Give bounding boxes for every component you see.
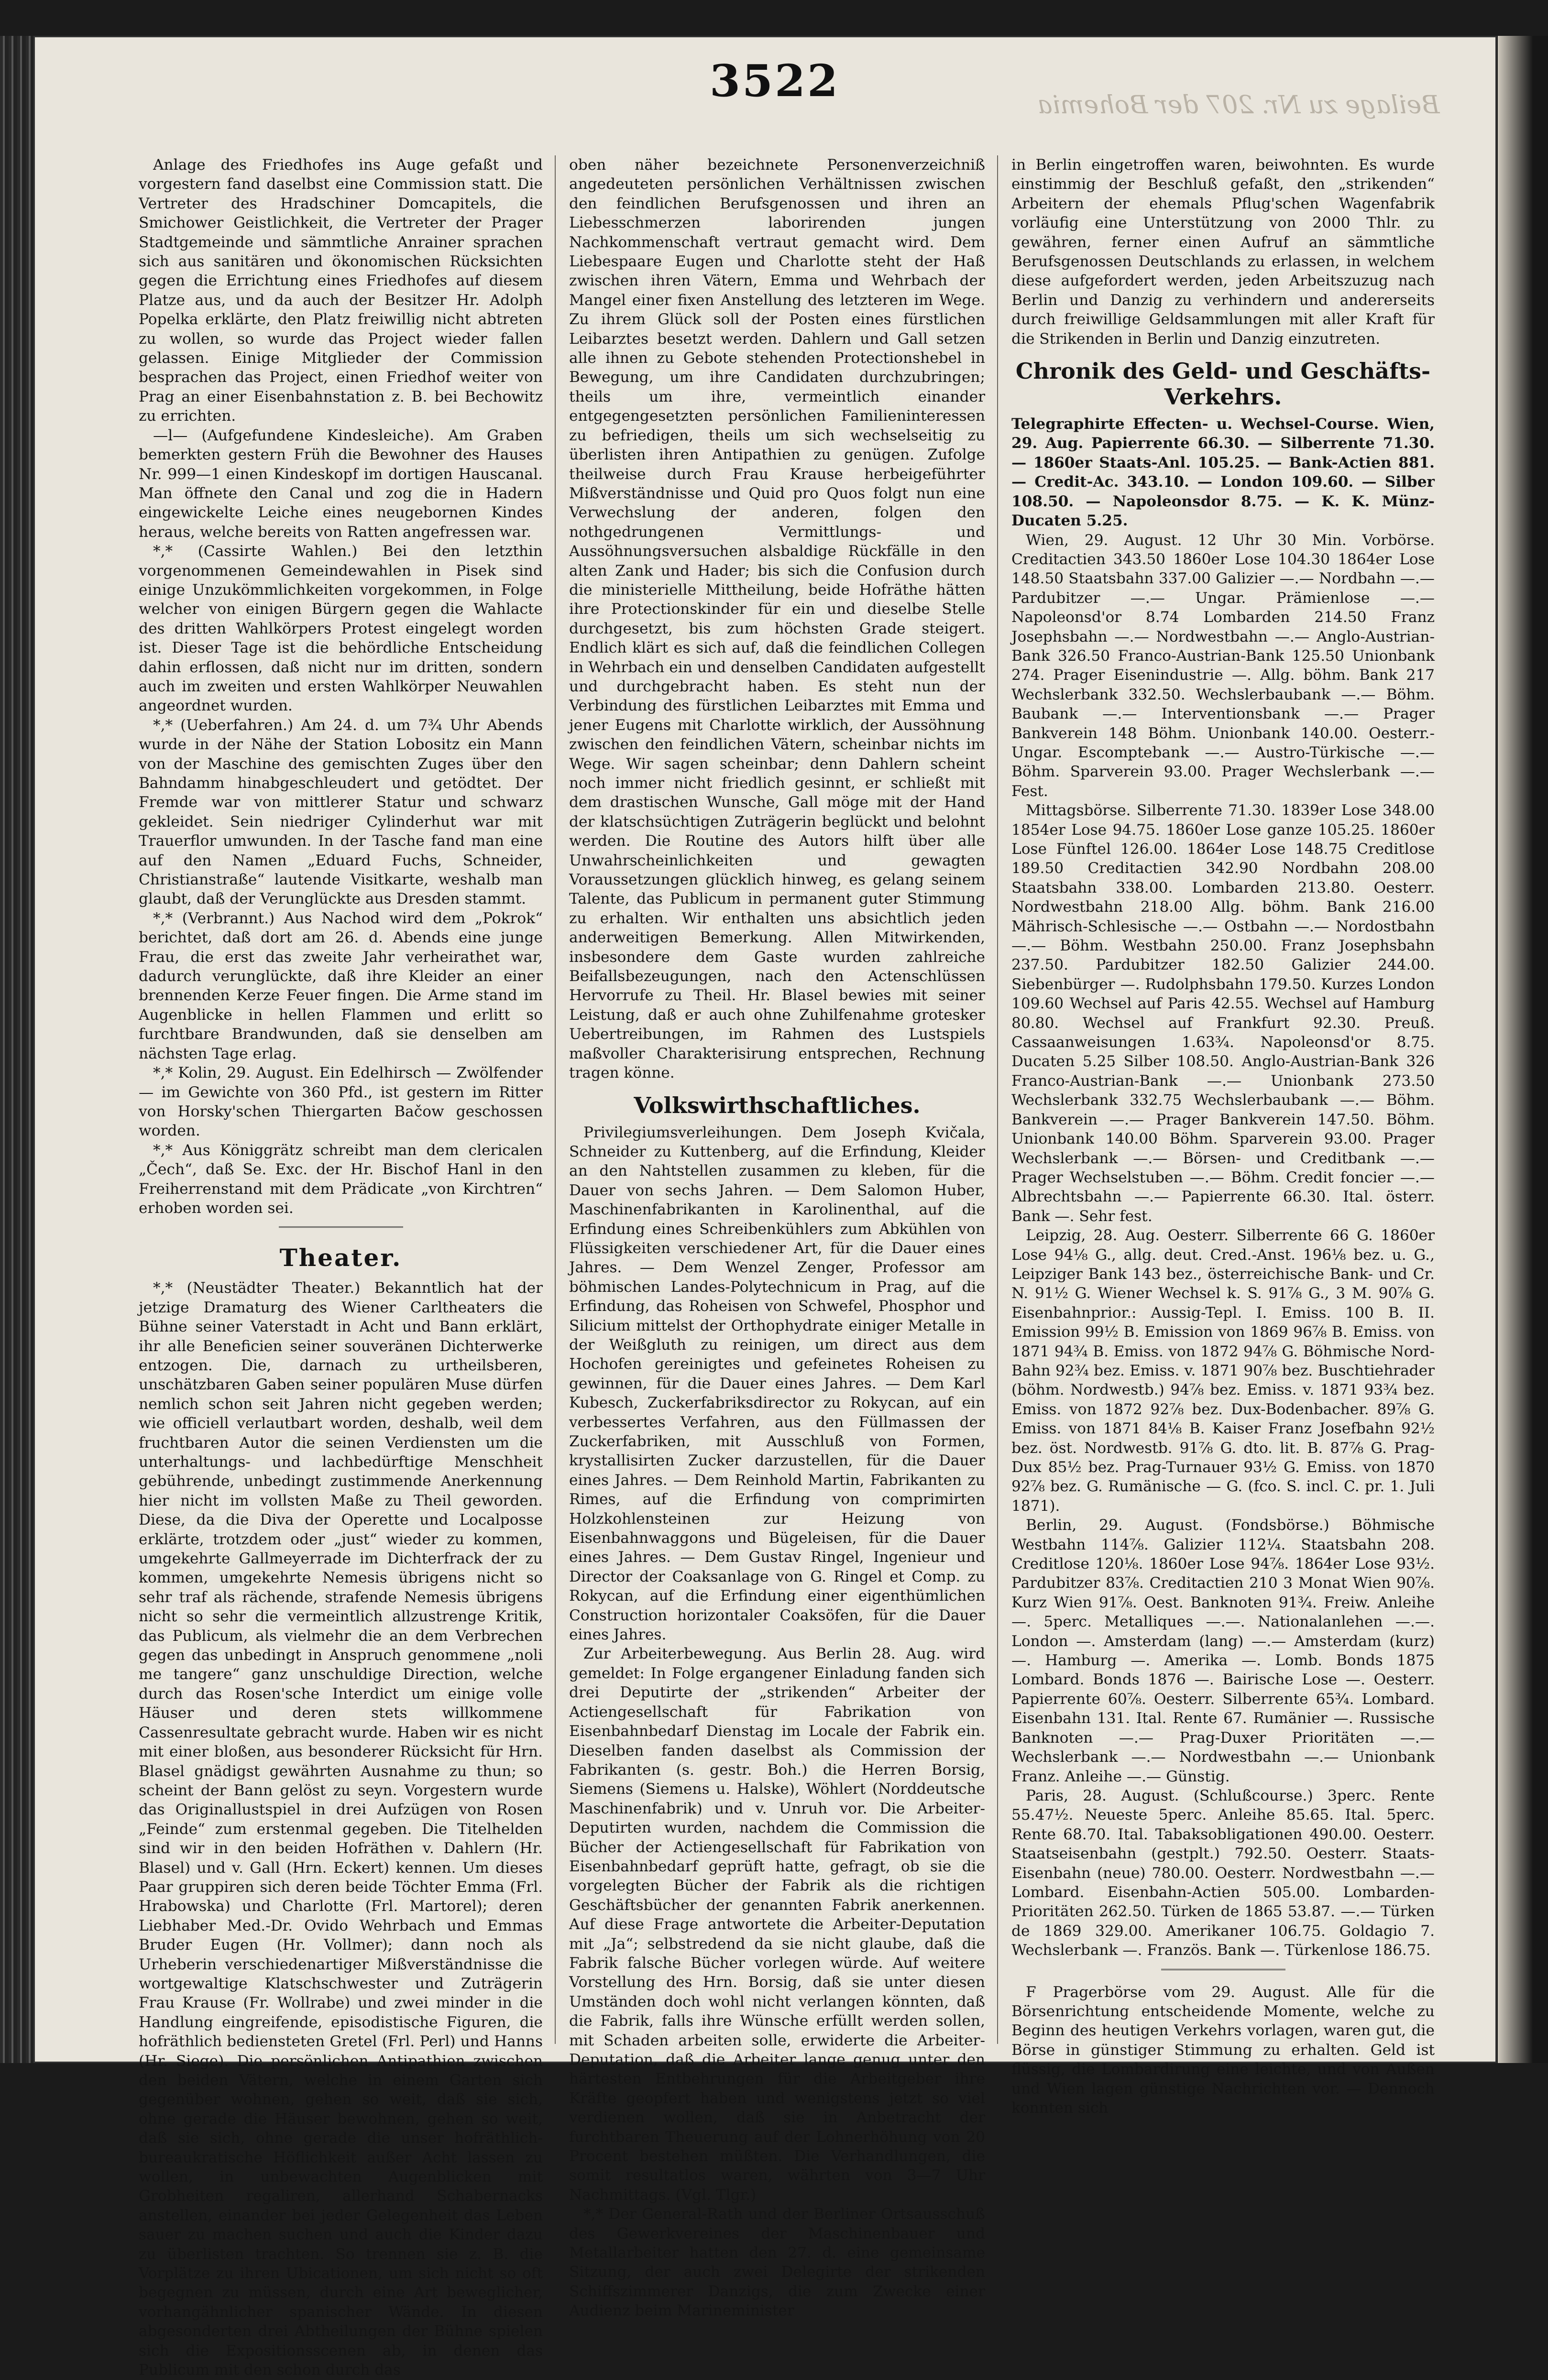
ornament-rule — [279, 1226, 403, 1232]
article-paragraph: *,* (Cassirte Wahlen.) Bei den letzthin vorgenommenen Gemeindewahlen in Pisek sind einige Unzukömmlichkeiten vorgekommen, in Folge welcher von einigen Bürgern gegen die Wahlacte des dritten Wahlkörpers Protest eingelegt worden ist. Dieser Tage ist die behördliche Entscheidung dahin erflossen, daß nicht nur im dritten, sondern auch im zweiten und ersten Wahlkörper Neuwahlen angeordnet wurden. — [139, 543, 543, 715]
article-paragraph: Mittagsbörse. Silberrente 71.30. 1839er Lose 348.00 1854er Lose 94.75. 1860er Lose ganze 105.25. 1860er Lose Fünftel 126.00. 1864er Lose 148.75 Creditlose 189.50 Creditactien 342.90 Nordbahn 208.00 Staatsbahn 338.00. Lombarden 213.80. Oesterr. Nordwestbahn 218.00 Allg. böhm. Bank 216.00 Mährisch-Schlesische —.— Ostbahn —.— Nordostbahn —.— Böhm. Westbahn 250.00. Franz Josephsbahn 237.50. Pardubitzer 182.50 Galizier 244.00. Siebenbürger —. Rudolphsbahn 179.50. Kurzes London 109.60 Wechsel auf Paris 42.55. Wechsel auf Hamburg 80.80. Wechsel auf Frankfurt 92.30. Preuß. Cassaanweisungen 1.63¾. Napoleonsd'or 8.75. Ducaten 5.25 Silber 108.50. Anglo-Austrian-Bank 326 Franco-Austrian-Bank —.— Unionbank 273.50 Wechslerbank 332.75 Wechslerbaubank —.— Böhm. Bankverein —.— Prager Bankverein 147.50. Böhm. Unionbank 140.00 Böhm. Sparverein 93.00. Prager Wechslerbank —.— Börsen- und Creditbank —.— Prager Wechselstuben —.— Böhm. Credit foncier —.— Albrechtsbahn —.— Papierrente 66.30. Ital. österr. Bank —. Sehr fest. — [1011, 802, 1435, 1225]
ornament-rule — [1161, 1969, 1285, 1974]
article-paragraph: *,* Kolin, 29. August. Ein Edelhirsch — Zwölfender — im Gewichte von 360 Pfd., ist gestern im Ritter von Horsky'schen Thiergarten Bačow geschossen worden. — [139, 1064, 543, 1140]
article-paragraph: Paris, 28. August. (Schlußcourse.) 3perc. Rente 55.47½. Neueste 5perc. Anleihe 85.65. Ital. 5perc. Rente 68.70. Ital. Tabaksobligationen 490.00. Oesterr. Staatseisenbahn (gestplt.) 792.50. Oesterr. Staats-Eisenbahn (neue) 780.00. Oesterr. Nordwestbahn —.— Lombard. Eisenbahn-Actien 505.00. Lombarden-Prioritäten 262.50. Türken de 1865 53.87. —.— Türken de 1869 329.00. Amerikaner 106.75. Goldagio 7. Wechslerbank —. Französ. Bank —. Türkenlose 186.75. — [1011, 1787, 1435, 1959]
article-paragraph: F Pragerbörse vom 29. August. Alle für die Börsenrichtung entscheidende Momente, welche zu Beginn des heutigen Verkehrs vorlagen, waren gut, die Börse in günstiger Stimmung zu erhalten. Geld ist flüssig, die Lombardirung eine leichte, und von Außen und Wien lagen günstige Nachrichten vor. — Dennoch konnten sich — [1011, 1983, 1435, 2117]
article-paragraph: Anlage des Friedhofes ins Auge gefaßt und vorgestern fand daselbst eine Commission statt. Die Vertreter des Hradschiner Domcapitels, die Smichower Geistlichkeit, die Vertreter der Prager Stadtgemeinde und sämmtliche Anrainer sprachen sich aus sanitären und ökonomischen Rücksichten gegen die Errichtung eines Friedhofes auf diesem Platze aus, und da auch der Besitzer Hr. Adolph Popelka erklärte, den Platz freiwillig nicht abtreten zu wollen, so wurde das Project wieder fallen gelassen. Einige Mitglieder der Commission besprachen das Project, einen Friedhof weiter von Prag an einer Eisenbahnstation z. B. bei Bechowitz zu errichten. — [139, 156, 543, 425]
article-paragraph: in Berlin eingetroffen waren, beiwohnten. Es wurde einstimmig der Beschluß gefaßt, den „strikenden“ Arbeitern der ehemals Pflug'schen Wagenfabrik vorläufig eine Unterstützung von 2000 Thlr. zu gewähren, ferner einen Aufruf an sämmtliche Berufsgenossen Deutschlands zu erlassen, in welchem diese aufgefordert werden, jeden Arbeitszuzug nach Berlin und Danzig zu verhindern und andererseits durch freiwillige Geldsammlungen mit aller Kraft für die Strikenden in Berlin und Danzig einzutreten. — [1011, 156, 1435, 348]
page-number: 3522 — [709, 55, 840, 107]
article-paragraph: Leipzig, 28. Aug. Oesterr. Silberrente 66 G. 1860er Lose 94⅛ G., allg. deut. Cred.-Anst. 196⅛ bez. u. G., Leipziger Bank 143 bez., österreichische Bank- und Cr. N. 91½ G. Wiener Wechsel k. S. 91⅞ G., 3 M. 90⅞ G. Eisenbahnprior.: Aussig-Tepl. I. Emiss. 100 B. II. Emission 99½ B. Emission von 1869 96⅞ B. Emiss. von 1871 94¾ B. Emiss. von 1872 94⅞ G. Böhmische Nord-Bahn 92¾ bez. Emiss. v. 1871 90⅞ bez. Buschtiehrader (böhm. Nordwestb.) 94⅞ bez. Emiss. v. 1871 93¾ bez. Emiss. von 1872 92⅞ bez. Dux-Bodenbacher. 89⅞ G. Emiss. von 1871 84⅛ B. Kaiser Franz Josefbahn 92½ bez. öst. Nordwestb. 91⅞ G. dto. lit. B. 87⅞ G. Prag-Dux 85½ bez. Prag-Turnauer 93½ G. Emiss. von 1870 92⅞ bez. G. Rumänische — G. (fco. S. incl. C. pr. 1. Juli 1871). — [1011, 1227, 1435, 1515]
article-paragraph: Privilegiumsverleihungen. Dem Joseph Kvičala, Schneider zu Kuttenberg, auf die Erfindung, Kleider an den Nahtstellen zusammen zu kleben, für die Dauer von sechs Jahren. — Dem Salomon Huber, Maschinenfabrikanten in Karolinenthal, auf die Erfindung eines Schreibenkühlers zum Abkühlen von Flüssigkeiten verschiedener Art, für die Dauer eines Jahres. — Dem Wenzel Zenger, Professor am böhmischen Landes-Polytechnicum in Prag, auf die Erfindung, das Roheisen von Schwefel, Phosphor und Silicium mittelst der Orthophydrate einiger Metalle in der Weißgluth zu reinigen, um direct aus dem Hochofen gereinigtes und gefeinetes Roheisen zu gewinnen, für die Dauer eines Jahres. — Dem Karl Kubesch, Zuckerfabriksdirector zu Rokycan, auf ein verbessertes Verfahren, aus den Füllmassen der Zuckerfabriken, mit Ausschluß von Formen, krystallisirten Zucker darzustellen, für die Dauer eines Jahres. — Dem Reinhold Martin, Fabrikanten zu Rimes, auf die Erfindung von comprimirten Holzkohlensteinen zur Heizung von Eisenbahnwaggons und Bügeleisen, für die Dauer eines Jahres. — Dem Gustav Ringel, Ingenieur und Director der Coaksanlage von G. Ringel et Comp. zu Rokycan, auf die Erfindung einer eigenthümlichen Construction horizontaler Coaksöfen, für die Dauer eines Jahres. — [569, 1124, 985, 1644]
column-1 — [139, 155, 543, 2379]
column-3 — [1011, 155, 1435, 2117]
scan-shadow — [1498, 36, 1548, 2063]
article-paragraph: Wien, 29. August. 12 Uhr 30 Min. Vorbörse. Creditactien 343.50 1860er Lose 104.30 1864er Lose 148.50 Staatsbahn 337.00 Galizier —.— Nordbahn —.— Pardubitzer —.— Ungar. Prämienlose —.— Napoleonsd'or 8.74 Lombarden 214.50 Franz Josephsbahn —.— Nordwestbahn —.— Anglo-Austrian-Bank 326.50 Franco-Austrian-Bank 125.50 Unionbank 274. Prager Eisenindustrie —. Allg. böhm. Bank 217 Wechslerbank 332.50. Wechslerbaubank —.— Böhm. Baubank —.— Interventionsbank —.— Prager Bankverein 148 Böhm. Unionbank 140.00. Oesterr.-Ungar. Escomptebank —.— Austro-Türkische —.— Böhm. Sparverein 93.00. Prager Wechslerbank —.— Fest. — [1011, 531, 1435, 800]
column-2 — [569, 155, 985, 2320]
article-paragraph: *,* (Neustädter Theater.) Bekanntlich hat der jetzige Dramaturg des Wiener Carltheaters die Bühne seiner Vaterstadt in Acht und Bann erklärt, ihr alle Beneficien seiner souveränen Dichterwerke entzogen. Die, darnach zu urtheilsberen, unschätzbaren Gaben seiner populären Muse dürfen nemlich schon seit Jahren nicht gegeben werden; wie officiell verlautbart worden, deshalb, weil dem fruchtbaren Autor die seinen Verdiensten um die unterhaltungs- und lachbedürftige Menschheit gebührende, unbedingt zustimmende Anerkennung hier nicht im vollsten Maße zu Theil geworden. Diese, da die Diva der Operette und Localposse erklärte, trotzdem oder „just“ wieder zu kommen, umgekehrte Gallmeyerrade im Dichterfrack der zu kommen, umgekehrte Nemesis übrigens nicht so sehr traf als rächende, strafende Nemesis übrigens nicht so sehr die vermeintlich allzustrenge Kritik, das Publicum, als vielmehr die an dem Verbrechen gegen das unbedingt in Anspruch genommene „noli me tangere“ ganz unschuldige Direction, welche durch das Rosen'sche Interdict um einige volle Häuser und deren stets willkommene Cassenresultate gebracht wurde. Haben wir es nicht mit einer bloßen, aus besonderer Rücksicht für Hrn. Blasel gnädigst gewährten Ausnahme zu thun; so scheint der Bann gelöst zu seyn. Vorgestern wurde das Originallustspiel in drei Aufzügen von Rosen „Feinde“ zum erstenmal gegeben. Die Titelhelden sind wir in den beiden Hofräthen v. Dahlern (Hr. Blasel) und v. Gall (Hrn. Eckert) kennen. Um dieses Paar gruppiren sich deren beide Töchter Emma (Frl. Hrabowska) und Charlotte (Frl. Martorel); deren Liebhaber Med.-Dr. Ovido Wehrbach und Emmas Bruder Eugen (Hr. Vollmer); dann noch als Urheberin verschiedenartiger Mißverständnisse die wortgewaltige Klatschschwester und Zuträgerin Frau Krause (Fr. Wollrabe) und zwei minder in die Handlung eingreifende, episodistische Figuren, die hofräthlich bediensteten Gretel (Frl. Perl) und Hanns (Hr. Siege). Die persönlichen Antipathien zwischen den beiden Vätern, welche in einem Garten sich gegenüber wohnen, gehen so weit, daß sie sich, ohne gerade die Häuser bewohnen, gehen so weit, daß sie sich, ohne gerade die unser hofräthlich-bureaukratische Höflichkeit außer Acht lassen zu wollen, in unbewachten Augenblicken mit Grobheiten regaliren, allerhand Schabernacks anstellen, einander bei jeder Gelegenheit das Leben sauer zu machen suchen und auch die Kinder dazu zu überlisten trachten. So trennen sie z. B. die Vorplätze zu ihren Ubicationen, um sich nicht so oft begegnen zu müssen, durch eine Art beweglicher, vorhangähnlicher spanischer Wände. In diesen abgesonderten drei Abtheilungen der Bühne spielen sich die Expositionsscenen ab, in denen das Publicum mit den schon durch das — [139, 1279, 543, 2379]
article-paragraph: Telegraphirte Effecten- u. Wechsel-Course. Wien, 29. Aug. Papierrente 66.30. — Silberrente 71.30. — 1860er Staats-Anl. 105.25. — Bank-Actien 881. — Credit-Ac. 343.10. — London 109.60. — Silber 108.50. — Napoleonsdor 8.75. — K. K. Münz-Ducaten 5.25. — [1011, 415, 1435, 530]
column-rule — [555, 155, 556, 2044]
article-paragraph: oben näher bezeichnete Personenverzeichniß angedeuteten persönlichen Verhältnissen zwischen den feindlichen Berufsgenossen und ihren an Liebesschmerzen laborirenden jungen Nachkommenschaft vertraut gemacht wird. Dem Liebespaare Eugen und Charlotte steht der Haß zwischen ihren Vätern, Emma und Wehrbach der Mangel einer fixen Anstellung des letzteren im Wege. Zu ihrem Glück soll der Posten eines fürstlichen Leibarztes besetzt werden. Dahlern und Gall setzen alle ihnen zu Gebote stehenden Protectionshebel in Bewegung, um ihre Candidaten durchzubringen; theils um ihre, vermeintlich einander entgegengesetzten persönlichen Familieninteressen zu befriedigen, theils um sich wechselseitig zu überlisten ihren Antipathien zu genügen. Zufolge theilweise durch Frau Krause herbeigeführter Mißverständnisse und Quid pro Quos folgt nun eine Verwechslung der anderen, folgen den nothgedrungenen Vermittlungs- und Aussöhnungsversuchen alsbaldige Rückfälle in den alten Zank und Hader; bis sich die Confusion durch die ministerielle Mittheilung, beide Hofräthe hätten ihre Protectionskinder für ein und dieselbe Stelle durchgesetzt, bis zum höchsten Grade steigert. Endlich klärt es sich auf, daß die feindlichen Collegen in Wehrbach ein und denselben Candidaten aufgestellt und durchgebracht haben. Es steht nun der Verbindung des fürstlichen Leibarztes mit Emma und jener Eugens mit Charlotte wirklich, der Aussöhnung zwischen den feindlichen Vätern, scheinbar nichts im Wege. Wir sagen scheinbar; denn Dahlern scheint noch immer nicht friedlich gesinnt, er schließt mit dem drastischen Wunsche, Gall möge mit der Hand der klatschsüchtigen Zuträgerin beglückt und belohnt werden. Die Routine des Autors hilft über alle Unwahrscheinlichkeiten und gewagten Voraussetzungen glücklich hinweg, es gelang seinem Talente, das Publicum in permanent guter Stimmung zu erhalten. Wir enthalten uns absichtlich jeden anderweitigen Bemerkung. Allen Mitwirkenden, insbesondere dem Gaste wurden zahlreiche Beifallsbezeugungen, nach den Actenschlüssen Hervorrufe zu Theil. Hr. Blasel bewies mit seiner Leistung, daß er auch ohne Zuhilfenahme grotesker Uebertreibungen, im Rahmen des Lustspiels maßvoller Charakterisirung entsprechen, Rechnung tragen könne. — [569, 156, 985, 1082]
article-paragraph: *,* Der General-Rath und der Berliner Ortsausschuß des Gewerkvereines der Maschinenbauer und Metallarbeiter hatten den 27. d. eine gemeinsame Sitzung, der auch zwei Delegirte der strikenden Schiffszimmerer Danzigs, die zum Zwecke einer Audienz beim Marineminister — [569, 2205, 985, 2320]
section-heading: Volkswirthschaftliches. — [634, 1092, 921, 1118]
article-paragraph: *,* Aus Königgrätz schreibt man dem clericalen „Čech“, daß Se. Exc. der Hr. Bischof Hanl in den Freiherrenstand mit dem Prädicate „von Kirchtren“ erhoben worden sei. — [139, 1141, 543, 1217]
article-paragraph: *,* (Ueberfahren.) Am 24. d. um 7¾ Uhr Abends wurde in der Nähe der Station Lobositz ein Mann von der Maschine des gemischten Zuges über den Bahndamm hinabgeschleudert und getödtet. Der Fremde war von mittlerer Statur und schwarz gekleidet. Sein niedriger Cylinderhut war mit Trauerflor umwunden. In der Tasche fand man eine auf den Namen „Eduard Fuchs, Schneider, Christianstraße“ lautende Visitkarte, weshalb man glaubt, daß der Verunglückte aus Dresden stammt. — [139, 716, 543, 908]
article-paragraph: Zur Arbeiterbewegung. Aus Berlin 28. Aug. wird gemeldet: In Folge ergangener Einladung fanden sich drei Deputirte der „strikenden“ Arbeiter der Actiengesellschaft für Fabrikation von Eisenbahnbedarf Dienstag im Locale der Fabrik ein. Dieselben fanden daselbst als Commission der Fabrikanten (s. gestr. Boh.) die Herren Borsig, Siemens (Siemens u. Halske), Wöhlert (Norddeutsche Maschinenfabrik) und v. Unruh vor. Die Arbeiter-Deputirten wurden, nachdem die Commission die Bücher der Actiengesellschaft für Fabrikation von Eisenbahnbedarf geprüft hatte, gefragt, ob sie die vorgelegten Bücher der Fabrik als die richtigen Geschäftsbücher der genannten Fabrik anerkennen. Auf diese Frage antwortete die Arbeiter-Deputation mit „Ja“; selbstredend da sie nicht glaube, daß die Fabrik falsche Bücher vorlegen würde. Auf weitere Vorstellung des Hrn. Borsig, daß sie unter diesen Umständen doch wohl nicht verlangen könnten, daß die Fabrik, falls ihre Wünsche erfüllt werden sollen, mit Schaden arbeiten solle, erwiderte die Arbeiter-Deputation, daß die Arbeiter lange genug unter den härtesten Entbehrungen für die Arbeitgeber ihre Kräfte geopfert haben und wenigstens jetzt so viel verdienen wollen, daß sie in Anbetracht der furchtbaren Theuerung auf der Lohnerhöhung von 20 Procent bestehen müßten. Die Verhandlungen, die somit resultatlos waren, währten von 3—7 Uhr Nachmittags. (Vgl. Tlgr.) — [569, 1645, 985, 2204]
article-paragraph: —l— (Aufgefundene Kindesleiche). Am Graben bemerkten gestern Früh die Bewohner des Hauses Nr. 999—1 einen Kindeskopf im dortigen Hauscanal. Man öffnete den Canal und zog die in Hadern eingewickelte Leiche eines neugebornen Kindes heraus, welche bereits von Ratten angefressen war. — [139, 426, 543, 541]
binding-edge — [0, 36, 36, 2063]
section-heading: Chronik des Geld- und Geschäfts-Verkehrs. — [1015, 358, 1431, 410]
bleed-through-heading: Beilage zu Nr. 207 der Bohemia — [1037, 91, 1440, 120]
column-rule — [997, 155, 998, 2044]
article-paragraph: *,* (Verbrannt.) Aus Nachod wird dem „Pokrok“ berichtet, daß dort am 26. d. Abends eine junge Frau, die erst das zweite Jahr verheirathet war, dadurch verunglückte, daß ihre Kleider an einer brennenden Kerze Feuer fingen. Die Arme stand im Augenblicke in hellen Flammen und erlitt so furchtbare Brandwunden, daß sie denselben am nächsten Tage erlag. — [139, 909, 543, 1062]
article-paragraph: Berlin, 29. August. (Fondsbörse.) Böhmische Westbahn 114⅞. Galizier 112¼. Staatsbahn 208. Creditlose 120⅛. 1860er Lose 94⅞. 1864er Lose 93½. Pardubitzer 83⅞. Creditactien 210 3 Monat Wien 90⅞. Kurz Wien 91⅞. Oest. Banknoten 91¾. Freiw. Anleihe —. 5perc. Metalliques —.—. Nationalanlehen —.—. London —. Amsterdam (lang) —.— Amsterdam (kurz) —. Hamburg —. Amerika —. Lomb. Bonds 1875 Lombard. Bonds 1876 —. Bairische Lose —. Oesterr. Papierrente 60⅞. Oesterr. Silberrente 65¾. Lombard. Eisenbahn 131. Ital. Rente 67. Rumänier —. Russische Banknoten —.— Prag-Duxer Prioritäten —.— Wechslerbank —.— Nordwestbahn —.— Unionbank Franz. Anleihe —.— Günstig. — [1011, 1517, 1435, 1785]
section-heading: Theater. — [279, 1244, 402, 1272]
